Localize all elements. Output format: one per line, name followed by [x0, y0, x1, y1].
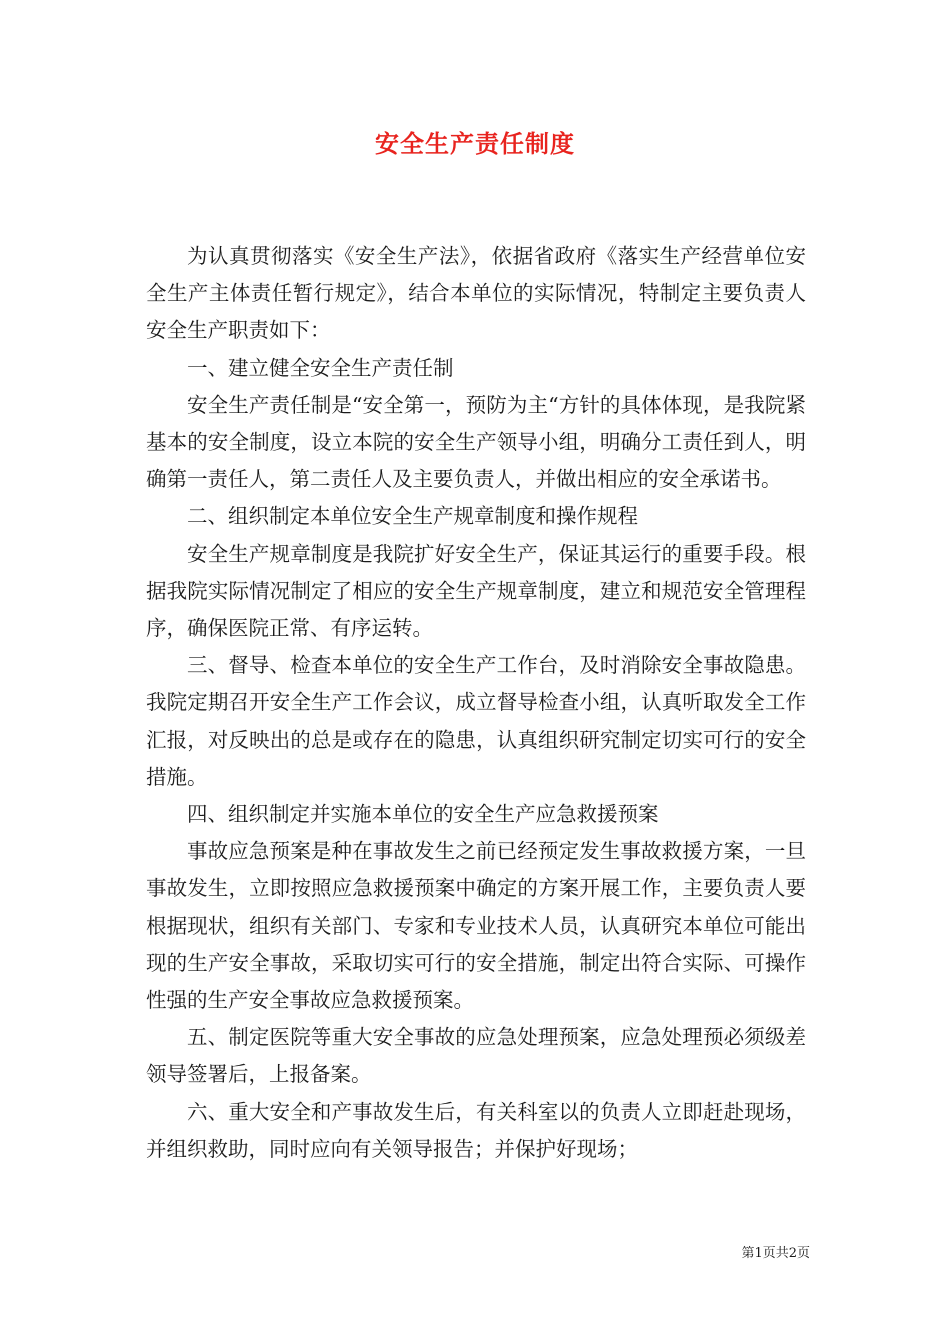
- document-body: [146, 238, 806, 1168]
- page-number: 第1页共2页: [741, 1246, 810, 1261]
- paragraph-heading-2: 二、组织制定本单位安全生产规章制度和操作规程: [187, 504, 638, 529]
- paragraph-heading-1: 一、建立健全安全生产责任制: [187, 355, 454, 380]
- paragraph-item-3: 三、督导、检查本单位的安全生产工作台，及时消除安全事故隐患。我院定期召开安全生产工作会议，成立督导检查小组，认真听取发全工作汇报，对反映出的总是或存在的隐患，认真组织研究制定切实可行的安全措施。: [146, 653, 806, 789]
- paragraph-body-1: 安全生产责任制是“安全第一，预防为主“方针的具体体现，是我院紧基本的安全制度，设立本院的安全生产领导小组，明确分工责任到人，明确第一责任人，第二责任人及主要负责人，并做出相应的安全承诺书。: [146, 392, 806, 492]
- paragraph-body-2: 安全生产规章制度是我院扩好安全生产，保证其运行的重要手段。根据我院实际情况制定了相应的安全生产规章制度，建立和规范安全管理程序，确保医院正常、有序运转。: [146, 541, 806, 641]
- paragraph-intro: 为认真贯彻落实《安全生产法》，依据省政府《落实生产经营单位安全生产主体责任暂行规定》，结合本单位的实际情况，特制定主要负责人安全生产职责如下：: [146, 244, 806, 343]
- paragraph-heading-4: 四、组织制定并实施本单位的安全生产应急救援预案: [187, 802, 659, 827]
- document-title: 安全生产责任制度: [375, 129, 575, 158]
- paragraph-body-4: 事故应急预案是种在事故发生之前已经预定发生事故救援方案，一旦事故发生，立即按照应急救援预案中确定的方案开展工作，主要负责人要根据现状，组织有关部门、专家和专业技术人员，认真研究本单位可能出现的生产安全事故，采取切实可行的安全措施，制定出符合实际、可操作性强的生产安全事故应急救援预案。: [146, 839, 806, 1013]
- paragraph-item-6: 六、重大安全和产事故发生后，有关科室以的负责人立即赶赴现场，并组织救助，同时应向有关领导报告；并保护好现场；: [146, 1099, 806, 1161]
- paragraph-item-5: 五、制定医院等重大安全事故的应急处理预案，应急处理预必须级差领导签署后，上报备案。: [146, 1025, 806, 1087]
